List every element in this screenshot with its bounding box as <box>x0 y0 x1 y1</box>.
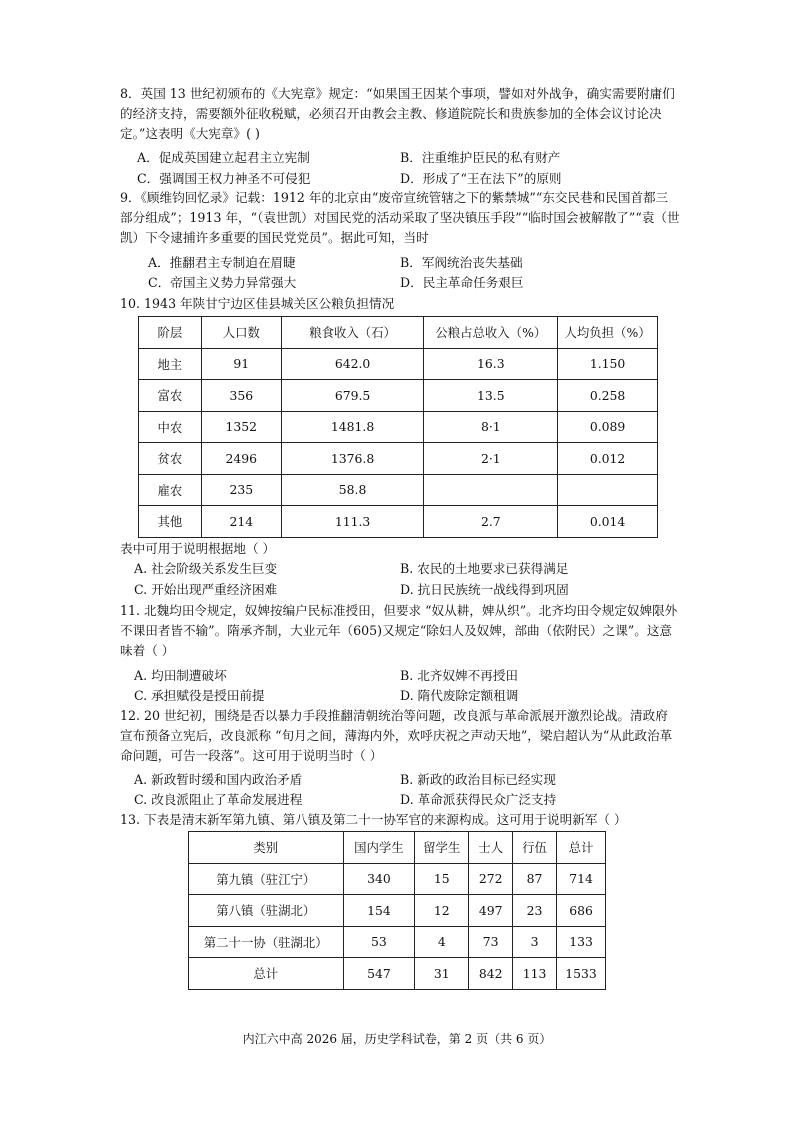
table-row <box>189 958 606 990</box>
q9-option-b[interactable]: B．军阀统治丧失基础 <box>400 255 523 270</box>
q12-option-a[interactable]: A. 新政暂时缓和国内政治矛盾 <box>134 772 303 787</box>
q10-title: 10. 1943 年陕甘宁边区佳县城关区公粮负担情况 <box>120 296 395 311</box>
q12-stem: 12. 20 世纪初，围绕是否以暴力手段推翻清朝统治等问题，改良派与革命派展开激烈论战。清政府宣布预备立宪后，改良派称 “旬月之间，薄海内外，欢呼庆祝之声动天地”，梁启超认为“从此政治革命问题，可告一段落”。这可用于说明当时（ ） <box>120 708 673 763</box>
table-cell: 356 <box>201 380 281 412</box>
q10-stem: 表中可用于说明根据地（ ） <box>120 541 276 556</box>
q9-option-c[interactable]: C．帝国主义势力异常强大 <box>148 275 297 290</box>
table-cell: 13.5 <box>424 380 558 412</box>
table-cell: 第二十一协（驻湖北） <box>189 926 344 958</box>
table-header: 类别 <box>189 832 344 864</box>
table-cell: 111.3 <box>281 506 424 538</box>
q13-stem: 13. 下表是清末新军第九镇、第八镇及第二十一协军官的来源构成。这可用于说明新军（ ） <box>120 812 627 827</box>
table-header: 行伍 <box>513 832 557 864</box>
table-row <box>139 380 658 412</box>
q8-option-a[interactable]: A．促成英国建立起君主立宪制 <box>137 150 310 165</box>
table-row <box>139 474 658 506</box>
q11-option-d[interactable]: D. 隋代废除定额租调 <box>400 688 519 703</box>
table-cell: 中农 <box>139 411 202 443</box>
table-cell: 679.5 <box>281 380 424 412</box>
table-cell: 1481.8 <box>281 411 424 443</box>
q10-option-c[interactable]: C. 开始出现严重经济困难 <box>134 582 278 597</box>
table-cell: 113 <box>513 958 557 990</box>
table-header: 公粮占总收入（%） <box>424 317 558 349</box>
table-cell: 340 <box>343 863 415 895</box>
table-cell: 8·1 <box>424 411 558 443</box>
table-cell: 第九镇（驻江宁） <box>189 863 344 895</box>
table-row <box>189 895 606 927</box>
table-cell: 0.012 <box>558 443 658 475</box>
table-row <box>189 863 606 895</box>
table-cell: 2496 <box>201 443 281 475</box>
table-header: 国内学生 <box>343 832 415 864</box>
q11-option-a[interactable]: A. 均田制遭破坏 <box>134 668 227 683</box>
table-row <box>139 411 658 443</box>
table-cell: 642.0 <box>281 348 424 380</box>
table-cell: 16.3 <box>424 348 558 380</box>
q13-table <box>188 831 606 990</box>
table-cell: 73 <box>469 926 513 958</box>
q11-option-b[interactable]: B. 北齐奴婢不再授田 <box>400 668 519 683</box>
q11-option-c[interactable]: C. 承担赋役是授田前提 <box>134 688 265 703</box>
table-cell: 4 <box>415 926 469 958</box>
q10-option-d[interactable]: D. 抗日民族统一战线得到巩固 <box>400 582 569 597</box>
table-cell: 23 <box>513 895 557 927</box>
table-cell: 2·1 <box>424 443 558 475</box>
q12-option-c[interactable]: C. 改良派阻止了革命发展进程 <box>134 792 303 807</box>
table-cell: 1.150 <box>558 348 658 380</box>
table-row <box>189 926 606 958</box>
table-cell: 0.258 <box>558 380 658 412</box>
table-cell: 686 <box>557 895 606 927</box>
table-header: 粮食收入（石） <box>281 317 424 349</box>
table-cell: 91 <box>201 348 281 380</box>
q9-option-d[interactable]: D．民主革命任务艰巨 <box>400 275 524 290</box>
table-cell: 2.7 <box>424 506 558 538</box>
table-cell: 87 <box>513 863 557 895</box>
table-header: 士人 <box>469 832 513 864</box>
table-cell: 235 <box>201 474 281 506</box>
table-cell: 其他 <box>139 506 202 538</box>
table-cell: 12 <box>415 895 469 927</box>
q8-option-d[interactable]: D．形成了“王在法下”的原则 <box>400 171 562 186</box>
table-cell: 58.8 <box>281 474 424 506</box>
table-cell: 714 <box>557 863 606 895</box>
q9-option-a[interactable]: A．推翻君主专制迫在眉睫 <box>148 255 296 270</box>
page-footer: 内江六中高 2026 届，历史学科试卷，第 2 页（共 6 页） <box>242 1032 552 1046</box>
table-row <box>139 443 658 475</box>
table-cell: 53 <box>343 926 415 958</box>
table-cell: 214 <box>201 506 281 538</box>
table-cell: 富农 <box>139 380 202 412</box>
q8-option-b[interactable]: B．注重维护臣民的私有财产 <box>400 150 561 165</box>
table-cell: 贫农 <box>139 443 202 475</box>
table-cell: 842 <box>469 958 513 990</box>
table-header: 留学生 <box>415 832 469 864</box>
table-cell: 154 <box>343 895 415 927</box>
table-cell: 第八镇（驻湖北） <box>189 895 344 927</box>
q11-stem: 11. 北魏均田令规定，奴婢按编户民标准授田，但要求 “奴从耕，婢从织”。北齐均田令规定奴婢限外不课田者皆不输”。隋承齐制，大业元年（605)又规定“除妇人及奴婢，部曲（依附民）之课”。这意味着（ ） <box>120 603 678 658</box>
table-cell: 31 <box>415 958 469 990</box>
table-row <box>139 506 658 538</box>
table-cell: 0.089 <box>558 411 658 443</box>
table-header: 阶层 <box>139 317 202 349</box>
table-cell: 133 <box>557 926 606 958</box>
q10-option-a[interactable]: A. 社会阶级关系发生巨变 <box>134 561 278 576</box>
table-cell <box>424 474 558 506</box>
table-row <box>139 348 658 380</box>
table-cell: 1352 <box>201 411 281 443</box>
table-cell: 547 <box>343 958 415 990</box>
q12-option-b[interactable]: B. 新政的政治目标已经实现 <box>400 772 556 787</box>
q10-table <box>138 316 658 538</box>
q12-option-d[interactable]: D. 革命派获得民众广泛支持 <box>400 792 557 807</box>
table-cell <box>558 474 658 506</box>
table-cell: 雇农 <box>139 474 202 506</box>
table-cell: 272 <box>469 863 513 895</box>
q9-stem: 9．《顾维钧回忆录》记载：1912 年的北京由“废帝宣统管辖之下的紫禁城”“东交民巷和民国首都三部分组成”；1913 年，“（袁世凯）对国民党的活动采取了坚决镇压手段”“临时国会被解散了”“袁（世凯）下令逮捕许多重要的国民党党员”。据此可知，当时 <box>120 190 680 245</box>
table-cell: 地主 <box>139 348 202 380</box>
table-cell: 1376.8 <box>281 443 424 475</box>
table-cell: 497 <box>469 895 513 927</box>
table-header: 人口数 <box>201 317 281 349</box>
table-cell: 总计 <box>189 958 344 990</box>
table-cell: 3 <box>513 926 557 958</box>
table-header-row <box>189 832 606 864</box>
table-header: 总计 <box>557 832 606 864</box>
table-header-row <box>139 317 658 349</box>
table-cell: 1533 <box>557 958 606 990</box>
q10-option-b[interactable]: B. 农民的土地要求已获得满足 <box>400 561 569 576</box>
q8-option-c[interactable]: C．强调国王权力神圣不可侵犯 <box>137 171 311 186</box>
table-header: 人均负担（%） <box>558 317 658 349</box>
table-cell: 15 <box>415 863 469 895</box>
table-cell: 0.014 <box>558 506 658 538</box>
q8-stem: 8．英国 13 世纪初颁布的《大宪章》规定：“如果国王因某个事项，譬如对外战争，确实需要附庸们的经济支持，需要额外征收税赋，必须召开由教会主教、修道院院长和贵族参加的全体会议讨论决定。”这表明《大宪章》( ) <box>120 86 675 141</box>
